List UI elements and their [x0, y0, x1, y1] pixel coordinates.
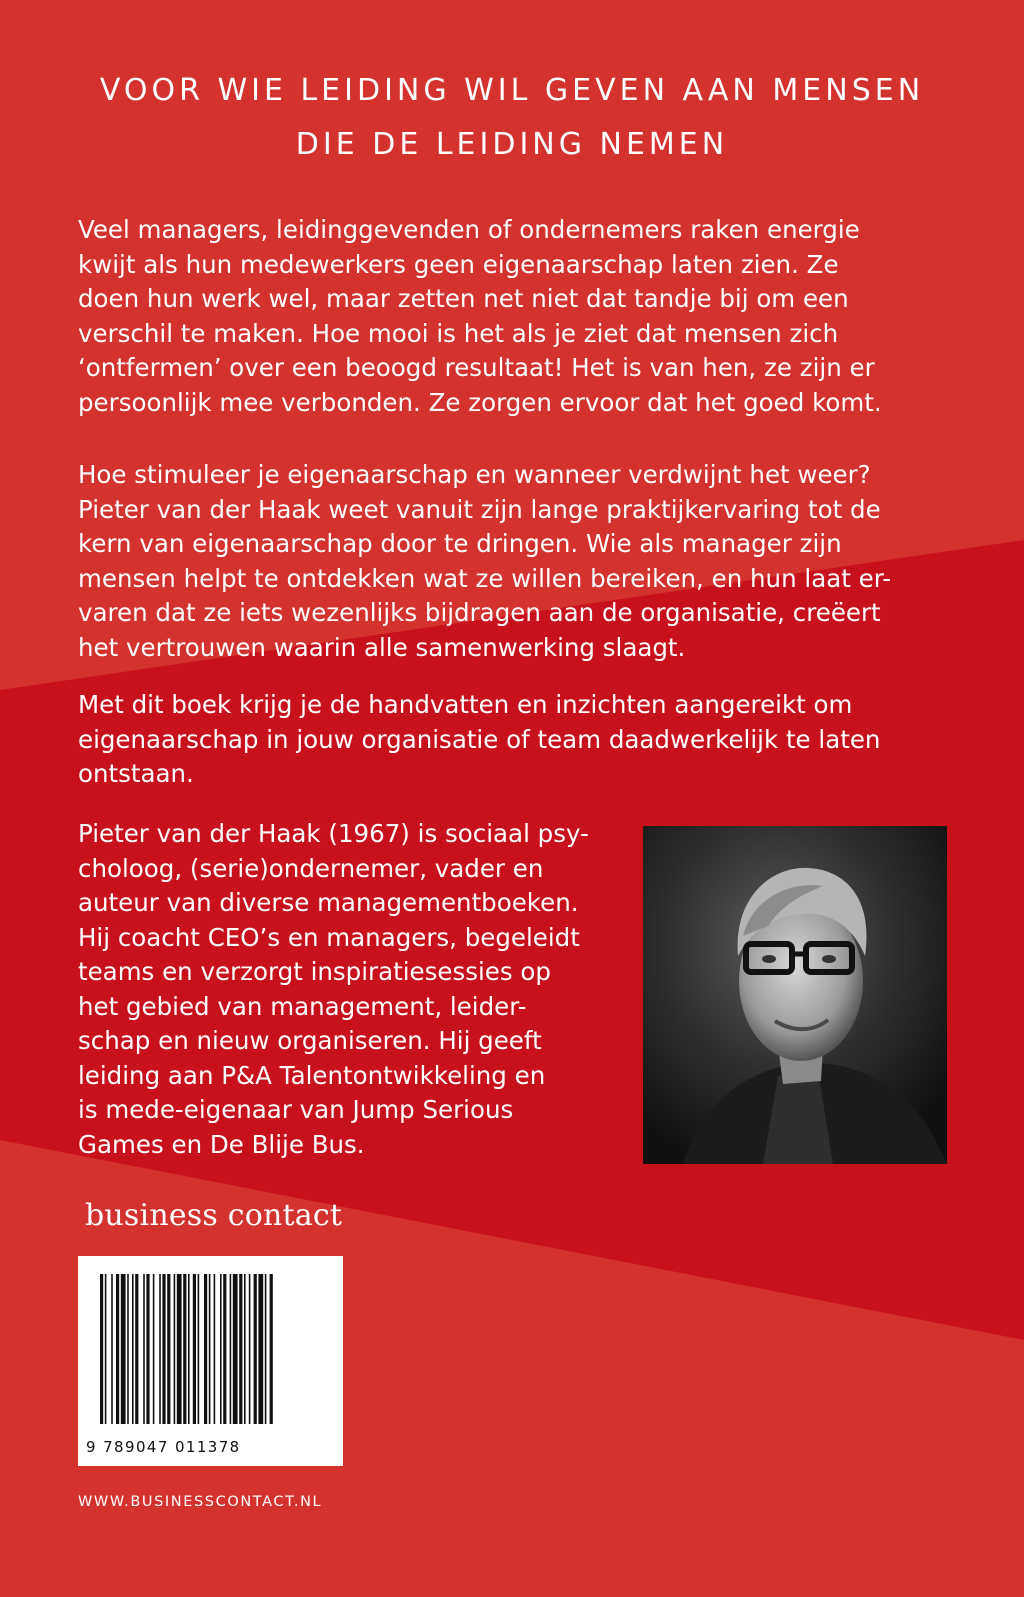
barcode-bar — [143, 1274, 145, 1424]
paragraph-line: persoonlijk mee verbonden. Ze zorgen ervoor dat het goed komt. — [78, 387, 882, 417]
barcode-bar — [127, 1274, 129, 1424]
paragraph-line: kern van eigenaarschap door te dringen. Wie als manager zijn — [78, 529, 842, 558]
author-bio — [78, 817, 623, 1162]
paragraph-line: het vertrouwen waarin alle samenwerking slaagt. — [78, 632, 686, 662]
barcode-bar — [188, 1274, 190, 1424]
barcode-bar — [258, 1274, 263, 1424]
isbn-digits: 9 789047 011378 — [86, 1438, 241, 1456]
publisher-logo: business contact — [85, 1198, 343, 1233]
barcode-bar — [162, 1274, 165, 1424]
barcode-bar — [111, 1274, 113, 1424]
barcode-bar — [132, 1274, 134, 1424]
barcode-bar — [223, 1274, 226, 1424]
bio-line: het gebied van management, leider- — [78, 991, 527, 1021]
barcode-bar — [153, 1274, 155, 1424]
bio-line: Hij coacht CEO’s en managers, begeleidt — [78, 922, 580, 952]
paragraph-line: Veel managers, leidinggevenden of ondernemers raken energie — [78, 215, 860, 244]
barcode-bar — [265, 1274, 267, 1424]
barcode-bar — [193, 1274, 196, 1424]
paragraph-line: doen hun werk wel, maar zetten net niet dat tandje bij om een — [78, 284, 849, 313]
bio-line: Games en De Blije Bus. — [78, 1129, 365, 1159]
headline — [0, 64, 1024, 172]
paragraph-approach — [78, 458, 958, 665]
paragraph-line: verschil te maken. Hoe mooi is het als je ziet dat mensen zich — [78, 318, 839, 348]
barcode-bar — [174, 1274, 176, 1424]
barcode-bar — [177, 1274, 182, 1424]
headline-line-1: VOOR WIE LEIDING WIL GEVEN AAN MENSEN — [99, 73, 925, 108]
barcode-bar — [249, 1274, 251, 1424]
website-url: WWW.BUSINESSCONTACT.NL — [78, 1494, 323, 1510]
headline-line-2: DIE DE LEIDING NEMEN — [295, 127, 729, 162]
barcode — [78, 1256, 343, 1466]
barcode-bar — [146, 1274, 149, 1424]
bio-line: Pieter van der Haak (1967) is sociaal psy- — [78, 819, 589, 848]
barcode-bar — [135, 1274, 138, 1424]
barcode-bar — [254, 1274, 257, 1424]
barcode-bar — [220, 1274, 222, 1424]
paragraph-intro — [78, 213, 958, 420]
barcode-bar — [183, 1274, 186, 1424]
barcode-bar — [233, 1274, 238, 1424]
bio-line: schap en nieuw organiseren. Hij geeft — [78, 1026, 542, 1055]
barcode-bar — [116, 1274, 119, 1424]
paragraph-line: Met dit boek krijg je de handvatten en inzichten aangereikt om — [78, 690, 853, 719]
author-photo — [643, 826, 947, 1164]
barcode-bar — [198, 1274, 200, 1424]
bio-line: auteur van diverse managementboeken. — [78, 888, 579, 917]
barcode-bar — [270, 1274, 273, 1424]
barcode-bar — [100, 1274, 103, 1424]
bio-line: choloog, (serie)ondernemer, vader en — [78, 853, 544, 883]
paragraph-line: kwijt als hun medewerkers geen eigenaarschap laten zien. Ze — [78, 249, 839, 279]
barcode-bars — [78, 1256, 343, 1466]
barcode-bar — [204, 1274, 207, 1424]
paragraph-line: Hoe stimuleer je eigenaarschap en wanneer verdwijnt het weer? — [78, 460, 871, 489]
barcode-bar — [244, 1274, 246, 1424]
paragraph-line: ‘ontfermen’ over een beoogd resultaat! Het is van hen, ze zijn er — [78, 353, 875, 382]
barcode-bar — [230, 1274, 232, 1424]
paragraph-line: mensen helpt te ontdekken wat ze willen bereiken, en hun laat er- — [78, 563, 892, 593]
bio-line: is mede-eigenaar van Jump Serious — [78, 1095, 514, 1124]
barcode-bar — [209, 1274, 211, 1424]
barcode-bar — [121, 1274, 126, 1424]
paragraph-line: eigenaarschap in jouw organisatie of team daadwerkelijk te laten — [78, 724, 881, 754]
paragraph-line: Pieter van der Haak weet vanuit zijn lange praktijkervaring tot de — [78, 494, 881, 524]
bio-line: teams en verzorgt inspiratiesessies op — [78, 957, 551, 986]
paragraph-book — [78, 688, 958, 792]
bio-line: leiding aan P&A Talentontwikkeling en — [78, 1060, 546, 1090]
barcode-bar — [105, 1274, 107, 1424]
paragraph-line: varen dat ze iets wezenlijks bijdragen aan de organisatie, creëert — [78, 598, 881, 627]
barcode-bar — [239, 1274, 242, 1424]
barcode-bar — [167, 1274, 170, 1424]
barcode-bar — [159, 1274, 161, 1424]
paragraph-line: ontstaan. — [78, 759, 194, 788]
barcode-bar — [214, 1274, 216, 1424]
